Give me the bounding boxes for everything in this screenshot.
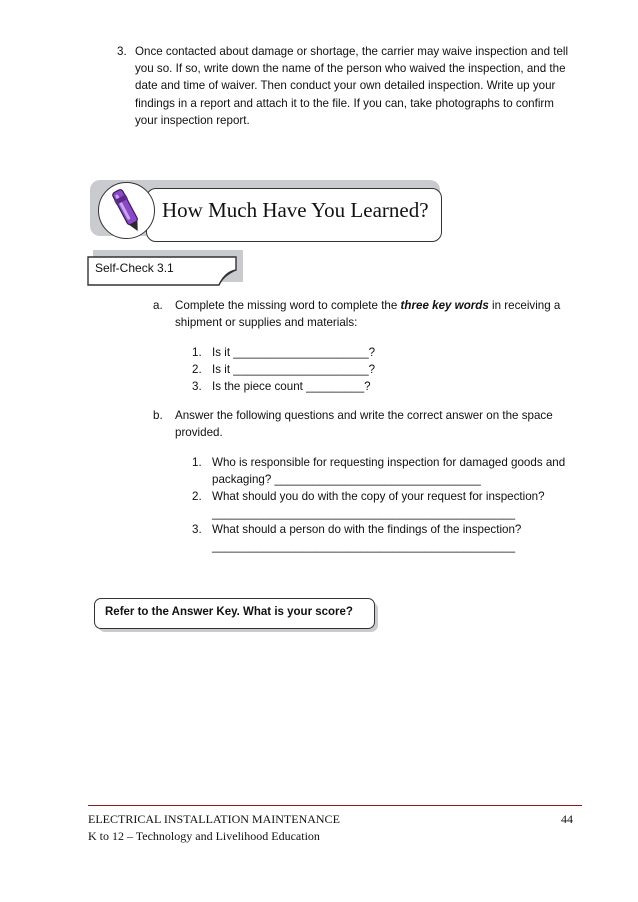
pen-icon [99,183,154,238]
answer-blank[interactable]: _____________________ [233,346,369,359]
question-item [192,521,521,555]
question-a [153,297,585,331]
question-b-line1: Answer the following questions and write the correct answer on the space [175,409,553,422]
question-a-line1 [175,297,585,314]
answer-key-text: Refer to the Answer Key. What is your score? [105,606,353,618]
footer-rule [88,805,582,806]
paragraph-number: 3. [117,45,127,58]
item-number: 2. [192,490,202,503]
question-item [192,454,565,488]
answer-line[interactable]: _______________________________________________ [212,507,516,521]
question-b-line2: provided. [175,426,223,440]
instruction-paragraph-3 [117,43,585,129]
item-text-end: ? [368,346,376,359]
key-words-emphasis: three key words [400,299,489,312]
question-a-label: a. [153,299,163,312]
item-text: Is the piece count [212,380,307,393]
item-number: 1. [192,346,202,359]
item-text: Is it [212,363,234,376]
question-item [192,488,545,522]
answer-blank[interactable]: _________ [306,380,365,393]
item-number: 1. [192,456,202,469]
paragraph-line: you so. If so, write down the name of the person who waived the inspection, and the [135,62,566,76]
item-number: 3. [192,380,202,393]
item-number: 3. [192,523,202,536]
key-word-item [192,361,375,378]
paragraph-line: Once contacted about damage or shortage, the carrier may waive inspection and tell [135,45,569,58]
page-number: 44 [561,812,573,826]
item-question: Who is responsible for requesting inspection for damaged goods and [212,456,566,469]
item-text-end: ? [364,380,371,393]
answer-blank[interactable]: _____________________ [233,363,369,376]
footer-course-title: ELECTRICAL INSTALLATION MAINTENANCE [88,812,340,826]
answer-line[interactable]: _______________________________________________ [212,540,516,554]
paragraph-line: your inspection report. [135,113,250,127]
key-word-item [192,344,375,361]
key-word-item [192,378,371,395]
item-question: What should you do with the copy of your request for inspection? [212,490,545,503]
question-b-label: b. [153,409,163,422]
paragraph-line: findings in a report and attach it to the file. If you can, take photographs to confirm [135,96,554,110]
answer-line[interactable]: packaging? ________________________________ [212,473,481,487]
footer-program: K to 12 – Technology and Livelihood Education [88,829,320,843]
item-question: What should a person do with the findings of the inspection? [212,523,522,536]
item-text: Is it [212,346,234,359]
item-text-end: ? [368,363,376,376]
question-a-line2: shipment or supplies and materials: [175,316,358,330]
item-number: 2. [192,363,202,376]
question-a-text-end: in receiving a [488,299,561,312]
pen-icon-circle [98,182,155,239]
question-b [153,407,585,441]
question-a-text: Complete the missing word to complete the [175,299,401,312]
paragraph-line: date and time of waiver. Then conduct your own detailed inspection. Write up your [135,79,556,93]
self-check-label: Self-Check 3.1 [95,261,174,275]
banner-title: How Much Have You Learned? [162,198,429,222]
